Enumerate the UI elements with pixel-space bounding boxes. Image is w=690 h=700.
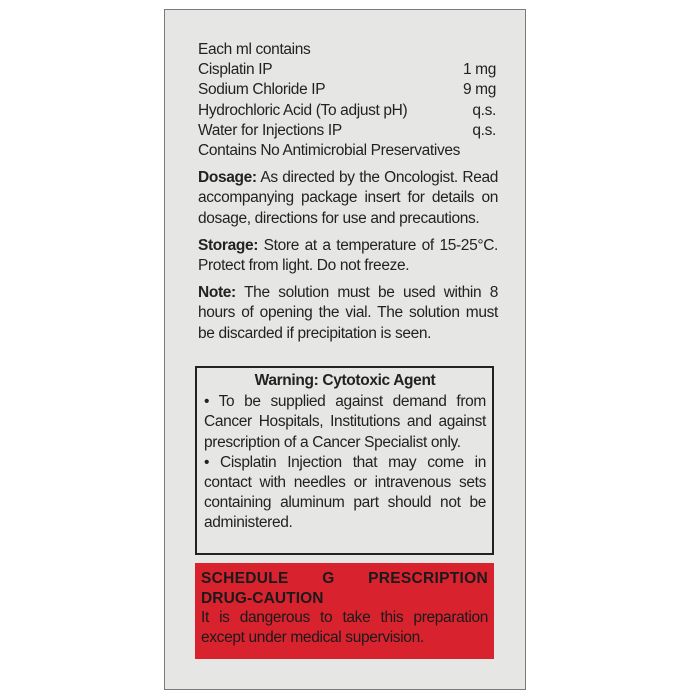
warning-bullet-supply: • To be supplied against demand from Cancer Hospitals, Institutions and against prescription of a Cancer Specialist only. [204,393,486,451]
warning-title: Warning: Cytotoxic Agent [254,372,436,389]
storage-text: Store at a temperature of 15-25°C. Protect from light. Do not freeze. [198,236,498,275]
ingredient-amount: 9 mg [462,81,496,99]
ingredient-name: Hydrochloric Acid (To adjust pH) [198,101,408,119]
note-paragraph [198,283,498,344]
label-panel [164,9,526,690]
schedule-subtitle: DRUG-CAUTION [201,589,324,607]
storage-paragraph [198,236,498,276]
dosage-text: As directed by the Oncologist. Read accompanying package insert for details on dosage, directions for use and precautions. [198,169,498,227]
storage-label: Storage: [198,236,259,254]
ingredient-amount: 1 mg [462,61,496,79]
ingredient-name: Water for Injections IP [198,121,342,139]
composition-row-hydrochloric-acid [198,101,498,121]
composition-section [198,40,498,344]
dosage-paragraph [198,168,498,229]
schedule-title: SCHEDULE G PRESCRIPTION [201,570,488,587]
composition-row-sodium-chloride [198,80,498,100]
schedule-caution-text: It is dangerous to take this preparation except under medical supervision. [201,609,488,646]
ingredient-amount: q.s. [472,121,496,139]
warning-bullet-aluminum: • Cisplatin Injection that may come in contact with needles or intravenous sets containing aluminum part should not be administered. [204,453,486,532]
schedule-g-caution-box [195,563,494,659]
ingredient-name: Cisplatin IP [198,61,273,79]
preservatives-note: Contains No Antimicrobial Preservatives [198,142,461,160]
composition-row-cisplatin [198,60,498,80]
note-text: The solution must be used within 8 hours of opening the vial. The solution must be discarded if precipitation is seen. [198,284,498,342]
note-label: Note: [198,284,236,302]
dosage-label: Dosage: [198,169,257,187]
ingredient-amount: q.s. [472,101,496,119]
ingredient-name: Sodium Chloride IP [198,81,326,99]
composition-row-water [198,121,498,141]
composition-header: Each ml contains [198,41,311,58]
warning-box [195,366,494,555]
